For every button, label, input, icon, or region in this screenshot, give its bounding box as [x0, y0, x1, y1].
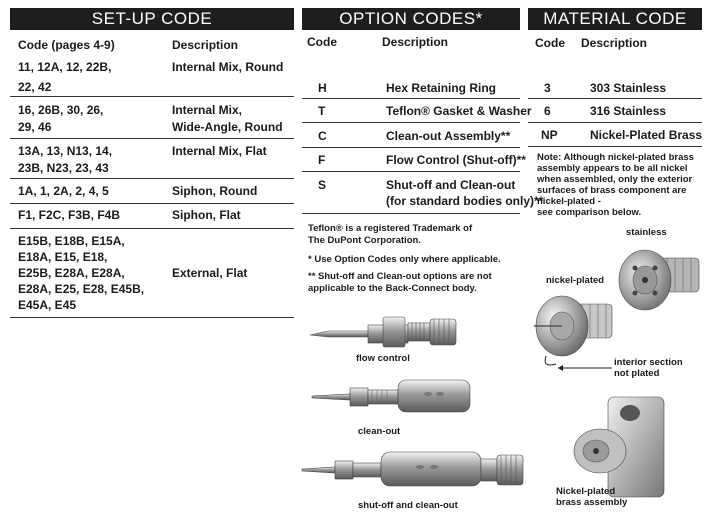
material-desc: Nickel-Plated Brass — [590, 128, 703, 142]
nickel-plated-nozzle-image — [532, 286, 617, 366]
options-row-rule — [302, 98, 520, 99]
setup-desc: Wide-Angle, Round — [172, 120, 283, 134]
material-code: 6 — [544, 104, 551, 118]
options-row-rule — [302, 171, 520, 172]
setup-code: 16, 26B, 30, 26, — [18, 103, 104, 117]
setup-code: 29, 46 — [18, 120, 52, 134]
setup-desc: Internal Mix, — [172, 103, 243, 117]
setup-code: 13A, 13, N13, 14, — [18, 144, 113, 158]
setup-desc: Siphon, Flat — [172, 208, 241, 222]
clean-out-image — [310, 376, 490, 416]
brass-assembly-caption: Nickel-plated — [556, 486, 616, 497]
setup-code: 1A, 1, 2A, 2, 4, 5 — [18, 184, 109, 198]
options-header — [302, 8, 520, 30]
material-note: see comparison below. — [537, 207, 642, 218]
options-col-desc: Description — [382, 35, 449, 49]
setup-col-desc: Description — [172, 38, 239, 52]
flow-control-image — [308, 305, 478, 350]
setup-code: 23B, N23, 23, 43 — [18, 161, 109, 175]
options-code: H — [318, 81, 327, 95]
clean-out-caption: clean-out — [358, 426, 401, 437]
material-note: when assembled, only the exterior — [537, 174, 693, 185]
setup-code: E45A, E45 — [18, 298, 77, 312]
material-note: Note: Although nickel-plated brass — [537, 152, 694, 163]
setup-row-rule — [10, 317, 294, 318]
material-note: surfaces of brass component are — [537, 185, 687, 196]
options-code: T — [318, 104, 326, 118]
options-code: F — [318, 153, 326, 167]
interior-caption: not plated — [614, 368, 660, 379]
material-row-rule — [528, 98, 702, 99]
teflon-note: The DuPont Corporation. — [308, 235, 421, 246]
interior-caption: interior section — [614, 357, 683, 368]
teflon-note: Teflon® is a registered Trademark of — [308, 223, 473, 234]
options-col-code: Code — [307, 35, 337, 49]
setup-row-rule — [10, 203, 294, 204]
material-note: nickel-plated - — [537, 196, 601, 207]
options-row-rule — [302, 147, 520, 148]
options-code: C — [318, 129, 327, 143]
setup-row-rule — [10, 178, 294, 179]
shutoff-footnote: ** Shut-off and Clean-out options are not — [308, 271, 492, 282]
nickel-plated-caption: nickel-plated — [546, 275, 605, 286]
options-row-rule — [302, 213, 520, 214]
material-desc: 303 Stainless — [590, 81, 667, 95]
material-col-desc: Description — [581, 36, 648, 50]
material-code: 3 — [544, 81, 551, 95]
setup-code: E25B, E28A, E28A, — [18, 266, 125, 280]
options-title: OPTION CODES* — [339, 9, 483, 28]
setup-header — [10, 8, 294, 30]
options-desc: Flow Control (Shut-off)** — [386, 153, 526, 167]
setup-row-rule — [10, 96, 294, 97]
material-row-rule — [528, 122, 702, 123]
material-note: assembly appears to be all nickel — [537, 163, 688, 174]
options-desc: Shut-off and Clean-out — [386, 178, 516, 192]
setup-row-rule — [10, 228, 294, 229]
setup-code: E15B, E18B, E15A, — [18, 234, 125, 248]
options-desc: (for standard bodies only)** — [386, 194, 544, 208]
setup-code: E18A, E15, E18, — [18, 250, 108, 264]
shut-off-clean-out-image — [300, 447, 530, 492]
material-desc: 316 Stainless — [590, 104, 667, 118]
material-col-code: Code — [535, 36, 565, 50]
setup-code: 11, 12A, 12, 22B, — [18, 60, 112, 74]
material-code: NP — [541, 128, 558, 142]
flow-control-caption: flow control — [356, 353, 410, 364]
material-row-rule — [528, 146, 702, 147]
setup-col-code: Code (pages 4-9) — [18, 38, 115, 52]
setup-code: F1, F2C, F3B, F4B — [18, 208, 121, 222]
options-desc: Hex Retaining Ring — [386, 81, 497, 95]
setup-desc: External, Flat — [172, 266, 248, 280]
shut-off-clean-out-caption: shut-off and clean-out — [358, 500, 458, 511]
material-header — [528, 8, 702, 30]
setup-desc: Siphon, Round — [172, 184, 258, 198]
options-desc: Clean-out Assembly** — [386, 129, 511, 143]
setup-row-rule — [10, 138, 294, 139]
shutoff-footnote: applicable to the Back-Connect body. — [308, 283, 477, 294]
stainless-nozzle-image — [615, 238, 705, 318]
material-title: MATERIAL CODE — [543, 9, 687, 28]
setup-code: E28A, E25, E28, E45B, — [18, 282, 145, 296]
pointer-arrow — [550, 362, 620, 382]
options-code: S — [318, 178, 327, 192]
setup-title: SET-UP CODE — [91, 9, 213, 28]
option-codes-footnote: * Use Option Codes only where applicable. — [308, 254, 501, 265]
setup-desc: Internal Mix, Flat — [172, 144, 267, 158]
options-desc: Teflon® Gasket & Washer — [386, 104, 532, 118]
options-row-rule — [302, 122, 520, 123]
setup-desc: Internal Mix, Round — [172, 60, 284, 74]
stainless-caption: stainless — [626, 227, 667, 238]
setup-code: 22, 42 — [18, 80, 52, 94]
brass-assembly-caption: brass assembly — [556, 497, 628, 508]
